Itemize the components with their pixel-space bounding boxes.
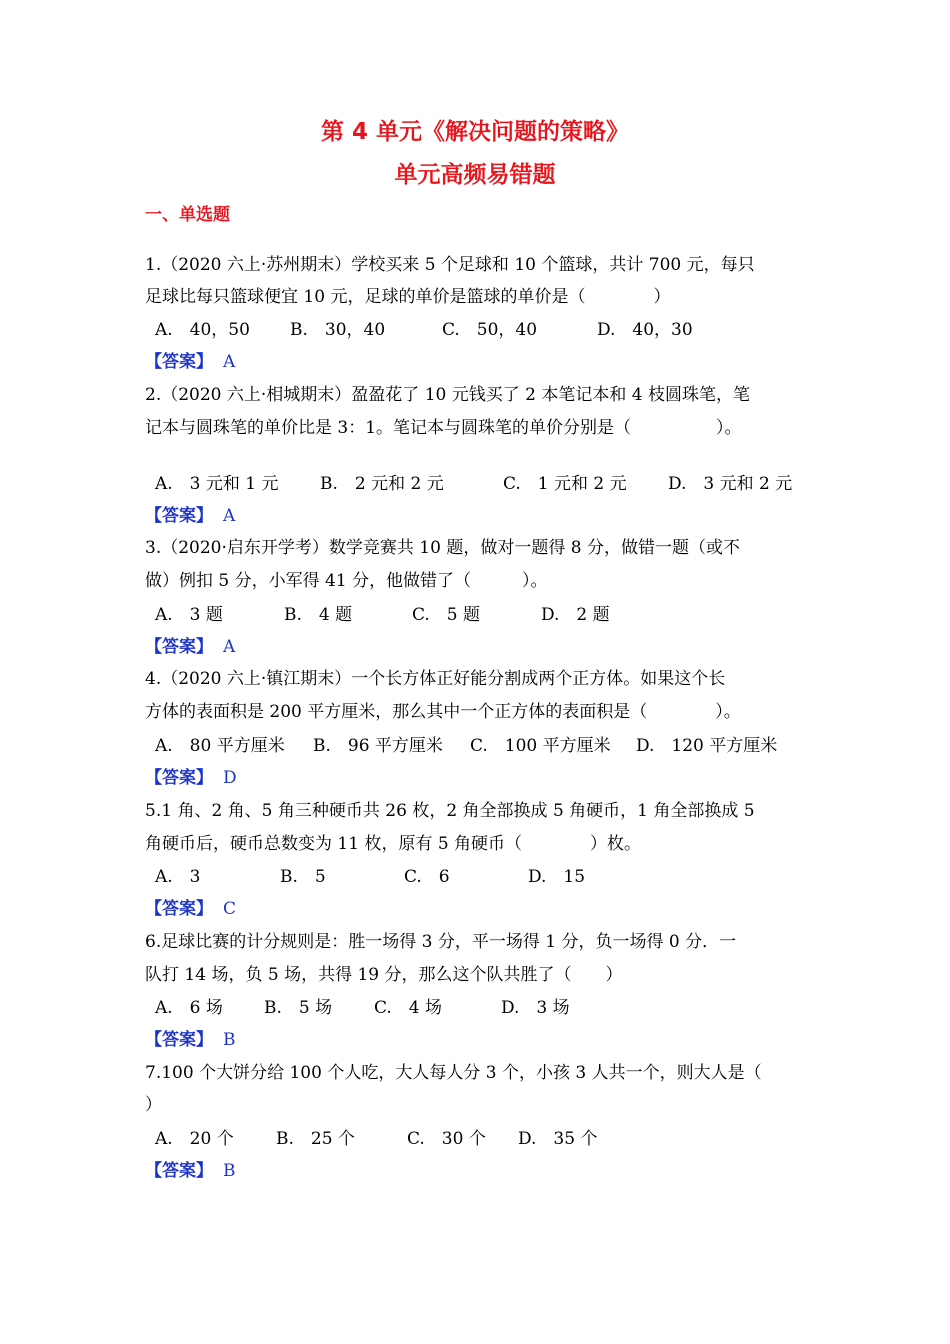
answer-value: A: [223, 506, 236, 526]
answer-label: 【答案】: [145, 352, 213, 372]
option-b: B. 2 元和 2 元: [320, 474, 444, 494]
question-text-line: 1.（2020 六上·苏州期末）学校买来 5 个足球和 10 个篮球，共计 700 元，每只: [145, 255, 755, 275]
question-text-line: ）: [145, 1095, 162, 1115]
question-text-line: 方体的表面积是 200 平方厘米，那么其中一个正方体的表面积是（ ）。: [145, 702, 741, 722]
option-b: B. 25 个: [276, 1129, 355, 1149]
answer-label: 【答案】: [145, 1030, 213, 1050]
answer-label: 【答案】: [145, 637, 213, 657]
question-text-line: 2.（2020 六上·相城期末）盈盈花了 10 元钱买了 2 本笔记本和 4 枝圆珠笔，笔: [145, 385, 750, 405]
option-d: D. 120 平方厘米: [636, 736, 778, 756]
option-a: A. 80 平方厘米: [155, 736, 285, 756]
answer-row: [145, 1159, 236, 1183]
option-d: D. 40，30: [597, 320, 693, 340]
option-c: C. 4 场: [374, 998, 443, 1018]
answer-row: [145, 504, 235, 528]
option-d: D. 3 场: [501, 998, 570, 1018]
question-text-line: 队打 14 场，负 5 场，共得 19 分，那么这个队共胜了（ ）: [145, 965, 623, 985]
option-a: A. 3: [155, 867, 201, 887]
question-text-line: 足球比每只篮球便宜 10 元，足球的单价是篮球的单价是（ ）: [145, 287, 671, 307]
answer-label: 【答案】: [145, 899, 213, 919]
option-b: B. 5: [280, 867, 326, 887]
option-b: B. 30，40: [290, 320, 386, 340]
question-text-line: 3.（2020·启东开学考）数学竞赛共 10 题，做对一题得 8 分，做错一题（或不: [145, 538, 740, 558]
option-d: D. 3 元和 2 元: [668, 474, 793, 494]
option-a: A. 6 场: [155, 998, 223, 1018]
section-heading: 一、单选题: [145, 205, 230, 225]
answer-value: A: [223, 637, 236, 657]
answer-value: D: [223, 768, 237, 788]
option-d: D. 15: [528, 867, 586, 887]
option-a: A. 20 个: [155, 1129, 234, 1149]
question-text-line: 记本与圆珠笔的单价比是 3：1。笔记本与圆珠笔的单价分别是（ ）。: [145, 418, 742, 438]
question-text-line: 做）例扣 5 分，小军得 41 分，他做错了（ ）。: [145, 571, 548, 591]
answer-row: [145, 766, 237, 790]
answer-row: [145, 635, 235, 659]
answer-row: [145, 1028, 236, 1052]
option-d: D. 35 个: [518, 1129, 598, 1149]
option-b: B. 96 平方厘米: [313, 736, 443, 756]
answer-label: 【答案】: [145, 1161, 213, 1181]
option-a: A. 3 题: [155, 605, 223, 625]
option-b: B. 5 场: [264, 998, 333, 1018]
answer-label: 【答案】: [145, 768, 213, 788]
answer-value: B: [223, 1030, 236, 1050]
option-a: A. 40，50: [155, 320, 250, 340]
question-text-line: 6.足球比赛的计分规则是：胜一场得 3 分，平一场得 1 分，负一场得 0 分．一: [145, 932, 737, 952]
answer-row: [145, 897, 236, 921]
question-text-line: 7.100 个大饼分给 100 个人吃，大人每人分 3 个，小孩 3 人共一个，则大人是（: [145, 1063, 762, 1083]
option-c: C. 6: [404, 867, 450, 887]
answer-value: C: [223, 899, 237, 919]
question-text-line: 5.1 角、2 角、5 角三种硬币共 26 枚，2 角全部换成 5 角硬币，1 角全部换成 5: [145, 801, 755, 821]
option-c: C. 30 个: [407, 1129, 486, 1149]
question-text-line: 角硬币后，硬币总数变为 11 枚，原有 5 角硬币（ ）枚。: [145, 834, 642, 854]
answer-row: [145, 350, 235, 374]
document-subtitle: 单元高频易错题: [394, 162, 556, 188]
document-title: 第 4 单元《解决问题的策略》: [320, 119, 630, 145]
question-text-line: 4.（2020 六上·镇江期末）一个长方体正好能分割成两个正方体。如果这个长: [145, 669, 726, 689]
answer-value: B: [223, 1161, 236, 1181]
option-c: C. 100 平方厘米: [470, 736, 611, 756]
option-c: C. 1 元和 2 元: [503, 474, 627, 494]
option-c: C. 50，40: [442, 320, 538, 340]
option-d: D. 2 题: [541, 605, 610, 625]
answer-value: A: [223, 352, 236, 372]
option-c: C. 5 题: [412, 605, 481, 625]
option-b: B. 4 题: [284, 605, 353, 625]
option-a: A. 3 元和 1 元: [155, 474, 279, 494]
answer-label: 【答案】: [145, 506, 213, 526]
